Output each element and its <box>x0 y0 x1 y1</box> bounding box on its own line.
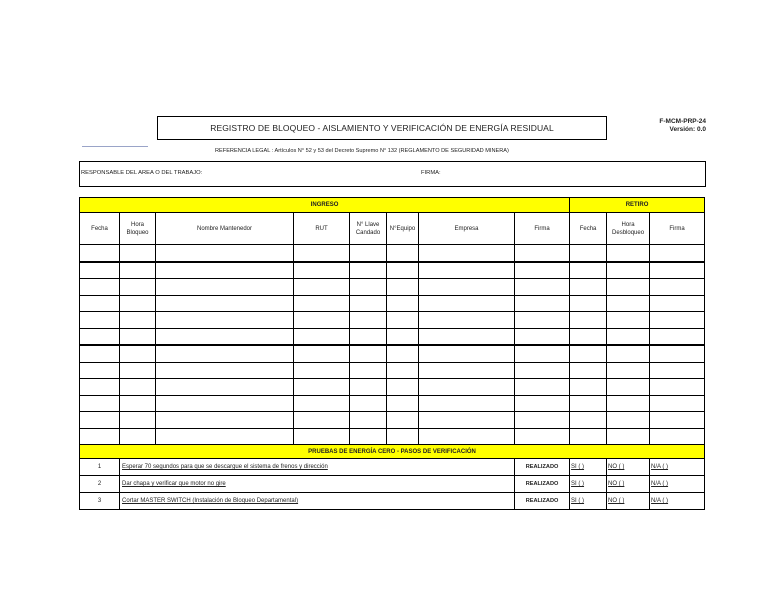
col-firma: Firma <box>515 213 570 245</box>
option-na[interactable]: N/A ( ) <box>650 493 705 510</box>
table-cell[interactable] <box>120 428 156 445</box>
table-cell[interactable] <box>156 245 294 262</box>
table-cell[interactable] <box>120 379 156 396</box>
document-code-block <box>659 118 706 134</box>
table-cell[interactable] <box>650 379 705 396</box>
table-cell[interactable] <box>607 412 650 429</box>
table-cell[interactable] <box>607 295 650 312</box>
col-rut: RUT <box>294 213 350 245</box>
step-description: Cortar MASTER SWITCH (Instalación de Bloqueo Departamental) <box>120 493 515 510</box>
table-cell[interactable] <box>120 362 156 379</box>
option-no[interactable]: NO ( ) <box>607 459 650 476</box>
verification-title: PRUEBAS DE ENERGÍA CERO - PASOS DE VERIFICACIÓN <box>80 445 705 459</box>
document-version: Versión: 0.0 <box>669 126 706 133</box>
table-cell[interactable] <box>350 279 387 296</box>
lockout-register-table <box>79 197 705 510</box>
table-cell[interactable] <box>294 279 350 296</box>
table-cell[interactable] <box>120 312 156 329</box>
table-row <box>80 428 705 445</box>
col-hora-desbloqueo-line1: Hora <box>621 221 635 228</box>
table-cell[interactable] <box>607 328 650 345</box>
verification-header-row <box>80 445 705 459</box>
col-hora-bloqueo <box>120 213 156 245</box>
table-cell[interactable] <box>387 312 419 329</box>
table-cell[interactable] <box>607 379 650 396</box>
col-fecha: Fecha <box>80 213 120 245</box>
table-cell[interactable] <box>419 295 515 312</box>
table-cell[interactable] <box>156 345 294 362</box>
table-cell[interactable] <box>80 279 120 296</box>
divider <box>82 146 148 147</box>
option-no[interactable]: NO ( ) <box>607 476 650 493</box>
table-cell[interactable] <box>570 245 607 262</box>
col-llave-line1: N° Llave <box>356 221 380 228</box>
table-cell[interactable] <box>350 412 387 429</box>
table-cell[interactable] <box>350 295 387 312</box>
table-cell[interactable] <box>387 262 419 279</box>
table-cell[interactable] <box>607 262 650 279</box>
table-cell[interactable] <box>607 279 650 296</box>
table-row <box>80 262 705 279</box>
table-cell[interactable] <box>515 245 570 262</box>
table-cell[interactable] <box>294 345 350 362</box>
table-cell[interactable] <box>294 312 350 329</box>
table-cell[interactable] <box>650 295 705 312</box>
table-cell[interactable] <box>570 379 607 396</box>
table-cell[interactable] <box>570 328 607 345</box>
table-cell[interactable] <box>387 295 419 312</box>
table-cell[interactable] <box>607 362 650 379</box>
table-cell[interactable] <box>350 328 387 345</box>
table-cell[interactable] <box>156 295 294 312</box>
table-cell[interactable] <box>350 262 387 279</box>
column-header-row <box>80 213 705 245</box>
table-cell[interactable] <box>570 312 607 329</box>
table-cell[interactable] <box>120 295 156 312</box>
document-code: F-MCM-PRP-24 <box>659 118 706 125</box>
table-cell[interactable] <box>515 345 570 362</box>
option-na[interactable]: N/A ( ) <box>650 476 705 493</box>
responsible-box <box>79 161 706 187</box>
table-cell[interactable] <box>387 328 419 345</box>
table-cell[interactable] <box>120 279 156 296</box>
table-cell[interactable] <box>607 345 650 362</box>
col-hora-bloqueo-line1: Hora <box>130 221 144 228</box>
table-cell[interactable] <box>120 395 156 412</box>
table-cell[interactable] <box>515 295 570 312</box>
table-row <box>80 379 705 396</box>
table-cell[interactable] <box>120 412 156 429</box>
option-na[interactable]: N/A ( ) <box>650 459 705 476</box>
table-cell[interactable] <box>650 395 705 412</box>
table-cell[interactable] <box>650 412 705 429</box>
table-cell[interactable] <box>387 395 419 412</box>
table-cell[interactable] <box>419 312 515 329</box>
table-cell[interactable] <box>294 262 350 279</box>
table-cell[interactable] <box>80 262 120 279</box>
table-cell[interactable] <box>515 412 570 429</box>
step-description: Dar chapa y verificar que motor no gire <box>120 476 515 493</box>
responsible-signature-label: FIRMA: <box>421 170 441 176</box>
table-cell[interactable] <box>350 312 387 329</box>
table-cell[interactable] <box>650 245 705 262</box>
table-cell[interactable] <box>156 412 294 429</box>
table-cell[interactable] <box>294 379 350 396</box>
table-cell[interactable] <box>419 279 515 296</box>
col-hora-desbloqueo <box>607 213 650 245</box>
table-cell[interactable] <box>607 428 650 445</box>
table-cell[interactable] <box>387 379 419 396</box>
table-cell[interactable] <box>80 395 120 412</box>
table-cell[interactable] <box>80 345 120 362</box>
table-cell[interactable] <box>650 262 705 279</box>
option-si[interactable]: SI ( ) <box>570 476 607 493</box>
table-row <box>80 362 705 379</box>
table-cell[interactable] <box>570 295 607 312</box>
table-cell[interactable] <box>80 362 120 379</box>
section-retiro: RETIRO <box>570 198 705 213</box>
table-cell[interactable] <box>650 312 705 329</box>
table-cell[interactable] <box>570 412 607 429</box>
table-cell[interactable] <box>294 428 350 445</box>
table-cell[interactable] <box>120 262 156 279</box>
table-row <box>80 412 705 429</box>
col-hora-bloqueo-line2: Bloqueo <box>126 229 149 236</box>
section-ingreso: INGRESO <box>80 198 570 213</box>
table-cell[interactable] <box>570 345 607 362</box>
section-header-row <box>80 198 705 213</box>
table-cell[interactable] <box>515 379 570 396</box>
table-cell[interactable] <box>387 279 419 296</box>
table-cell[interactable] <box>156 262 294 279</box>
table-cell[interactable] <box>387 428 419 445</box>
col-empresa: Empresa <box>419 213 515 245</box>
table-cell[interactable] <box>387 412 419 429</box>
table-cell[interactable] <box>294 245 350 262</box>
col-llave <box>350 213 387 245</box>
verification-row <box>80 476 705 493</box>
status-label: REALIZADO <box>515 493 570 510</box>
table-cell[interactable] <box>650 362 705 379</box>
table-cell[interactable] <box>570 395 607 412</box>
table-cell[interactable] <box>419 428 515 445</box>
table-cell[interactable] <box>156 428 294 445</box>
table-cell[interactable] <box>156 328 294 345</box>
table-cell[interactable] <box>350 362 387 379</box>
verification-row <box>80 459 705 476</box>
table-cell[interactable] <box>80 312 120 329</box>
table-cell[interactable] <box>350 345 387 362</box>
col-nombre: Nombre Mantenedor <box>156 213 294 245</box>
form-title-box <box>157 116 607 140</box>
table-cell[interactable] <box>120 328 156 345</box>
step-number: 2 <box>80 476 120 493</box>
table-cell[interactable] <box>294 328 350 345</box>
table-cell[interactable] <box>387 345 419 362</box>
table-cell[interactable] <box>387 362 419 379</box>
verification-row <box>80 493 705 510</box>
step-number: 1 <box>80 459 120 476</box>
table-row <box>80 245 705 262</box>
table-cell[interactable] <box>515 395 570 412</box>
table-cell[interactable] <box>419 262 515 279</box>
table-cell[interactable] <box>294 395 350 412</box>
table-cell[interactable] <box>350 428 387 445</box>
option-si[interactable]: SI ( ) <box>570 459 607 476</box>
table-cell[interactable] <box>294 362 350 379</box>
table-row <box>80 279 705 296</box>
col-equipo: N°Equipo <box>387 213 419 245</box>
step-number: 3 <box>80 493 120 510</box>
table-row <box>80 345 705 362</box>
table-cell[interactable] <box>387 245 419 262</box>
option-si[interactable]: SI ( ) <box>570 493 607 510</box>
table-cell[interactable] <box>156 312 294 329</box>
table-cell[interactable] <box>419 345 515 362</box>
responsible-label: RESPONSABLE DEL AREA O DEL TRABAJO: <box>81 170 203 176</box>
table-cell[interactable] <box>515 428 570 445</box>
table-cell[interactable] <box>80 295 120 312</box>
table-cell[interactable] <box>80 412 120 429</box>
table-cell[interactable] <box>156 362 294 379</box>
step-description: Esperar 70 segundos para que se descargue el sistema de frenos y dirección <box>120 459 515 476</box>
status-label: REALIZADO <box>515 476 570 493</box>
table-cell[interactable] <box>515 279 570 296</box>
table-cell[interactable] <box>419 362 515 379</box>
table-cell[interactable] <box>350 379 387 396</box>
table-cell[interactable] <box>570 279 607 296</box>
table-cell[interactable] <box>607 395 650 412</box>
table-row <box>80 295 705 312</box>
status-label: REALIZADO <box>515 459 570 476</box>
table-cell[interactable] <box>350 245 387 262</box>
table-cell[interactable] <box>607 312 650 329</box>
table-cell[interactable] <box>515 312 570 329</box>
col-retiro-fecha: Fecha <box>570 213 607 245</box>
col-hora-desbloqueo-line2: Desbloqueo <box>612 229 645 236</box>
table-cell[interactable] <box>515 362 570 379</box>
table-cell[interactable] <box>156 279 294 296</box>
table-row <box>80 328 705 345</box>
table-cell[interactable] <box>80 328 120 345</box>
table-row <box>80 312 705 329</box>
option-no[interactable]: NO ( ) <box>607 493 650 510</box>
table-cell[interactable] <box>650 328 705 345</box>
table-cell[interactable] <box>120 345 156 362</box>
table-cell[interactable] <box>419 328 515 345</box>
col-llave-line2: Candado <box>355 229 381 236</box>
table-cell[interactable] <box>570 362 607 379</box>
table-cell[interactable] <box>419 379 515 396</box>
table-cell[interactable] <box>419 412 515 429</box>
table-cell[interactable] <box>294 412 350 429</box>
table-cell[interactable] <box>294 295 350 312</box>
table-cell[interactable] <box>650 279 705 296</box>
table-cell[interactable] <box>650 345 705 362</box>
table-cell[interactable] <box>650 428 705 445</box>
table-cell[interactable] <box>570 262 607 279</box>
table-cell[interactable] <box>156 379 294 396</box>
legal-reference: REFERENCIA LEGAL : Artículos N° 52 y 53 del Decreto Supremo N° 132 (REGLAMENTO DE SEGURIDAD MINERA) <box>215 148 509 154</box>
table-cell[interactable] <box>570 428 607 445</box>
table-cell[interactable] <box>607 245 650 262</box>
table-cell[interactable] <box>419 245 515 262</box>
table-cell[interactable] <box>156 395 294 412</box>
col-retiro-firma: Firma <box>650 213 705 245</box>
table-cell[interactable] <box>419 395 515 412</box>
table-row <box>80 395 705 412</box>
table-cell[interactable] <box>120 245 156 262</box>
table-cell[interactable] <box>80 245 120 262</box>
table-cell[interactable] <box>350 395 387 412</box>
form-title: REGISTRO DE BLOQUEO - AISLAMIENTO Y VERIFICACIÓN DE ENERGÍA RESIDUAL <box>210 123 554 133</box>
table-cell[interactable] <box>80 428 120 445</box>
table-cell[interactable] <box>515 262 570 279</box>
table-cell[interactable] <box>80 379 120 396</box>
table-cell[interactable] <box>515 328 570 345</box>
